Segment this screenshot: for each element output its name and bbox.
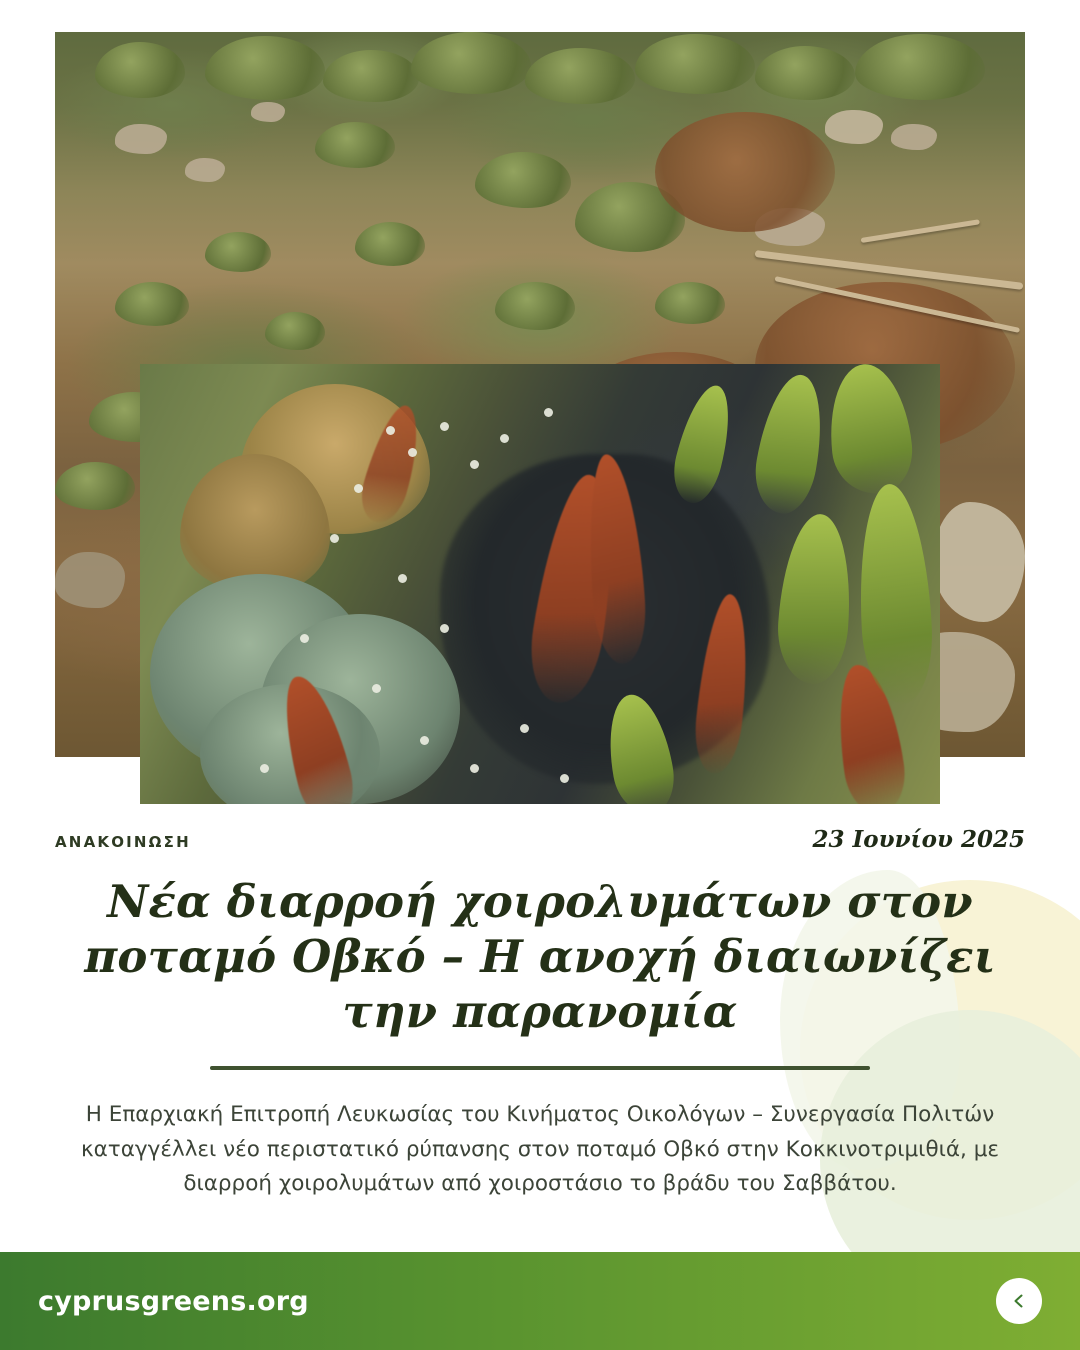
- polluted-stream-illustration: [140, 364, 940, 804]
- site-url: cyprusgreens.org: [38, 1285, 309, 1317]
- category-kicker: ΑΝΑΚΟΙΝΩΣΗ: [55, 833, 191, 851]
- photo-collage: [55, 32, 1025, 802]
- foreground-photo: [140, 364, 940, 804]
- publish-date: 23 Ιουνίου 2025: [812, 826, 1025, 853]
- article-text-block: [55, 826, 1025, 1202]
- title-divider: [210, 1066, 870, 1070]
- page-title: Νέα διαρροή χοιρολυμάτων στον ποταμό Οβκό – Η ανοχή διαιωνίζει την παρανομία: [84, 875, 996, 1038]
- article-summary: Η Επαρχιακή Επιτροπή Λευκωσίας του Κινήματος Οικολόγων – Συνεργασία Πολιτών καταγγέλλει νέο περιστατικό ρύπανσης στον ποταμό Οβκό στην Κοκκινοτριμιθιά, με διαρροή χοιρολυμάτων από χοιροστάσιο το βράδυ του Σαββάτου.: [80, 1101, 1000, 1197]
- meta-row: [55, 826, 1025, 853]
- chevron-left-icon: [1010, 1292, 1028, 1310]
- prev-slide-button[interactable]: [996, 1278, 1042, 1324]
- footer-bar: [0, 1252, 1080, 1350]
